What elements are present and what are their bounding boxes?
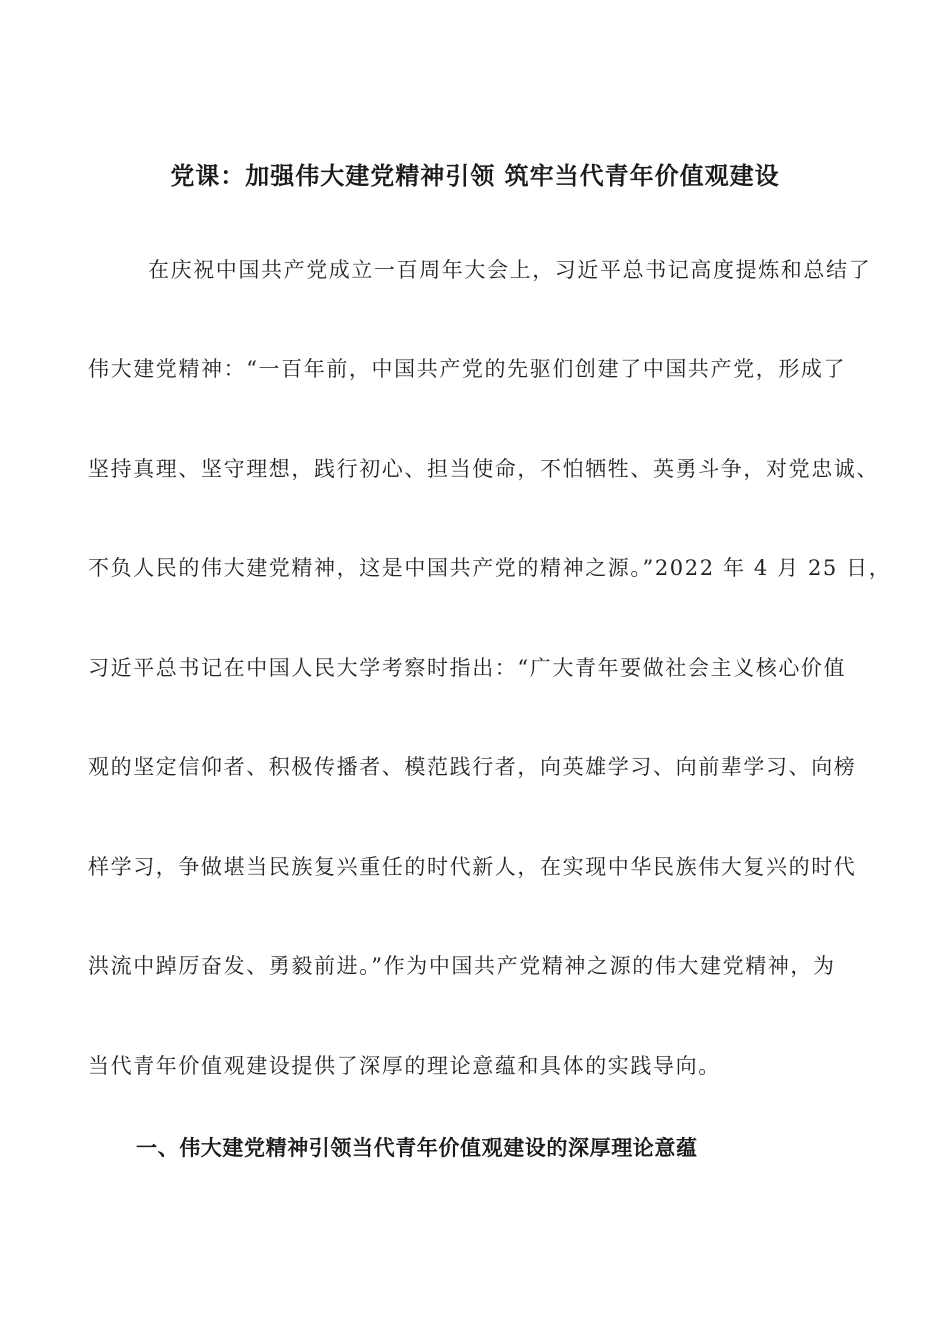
document-title: 党课：加强伟大建党精神引领 筑牢当代青年价值观建设 bbox=[170, 162, 780, 190]
section-heading: 一、伟大建党精神引领当代青年价值观建设的深厚理论意蕴 bbox=[136, 1136, 698, 1160]
paragraph-line-4: 不负人民的伟大建党精神，这是中国共产党的精神之源。”2022 年 4 月 25 日， bbox=[88, 556, 892, 580]
paragraph-line-3: 坚持真理、坚守理想，践行初心、担当使命，不怕牺牲、英勇斗争，对党忠诚、 bbox=[88, 457, 879, 481]
paragraph-line-2: 伟大建党精神：“一百年前，中国共产党的先驱们创建了中国共产党，形成了 bbox=[88, 357, 847, 381]
paragraph-line-1: 在庆祝中国共产党成立一百周年大会上，习近平总书记高度提炼和总结了 bbox=[148, 258, 872, 282]
paragraph-line-8: 洪流中踔厉奋发、勇毅前进。”作为中国共产党精神之源的伟大建党精神，为 bbox=[88, 954, 836, 978]
paragraph-line-9: 当代青年价值观建设提供了深厚的理论意蕴和具体的实践导向。 bbox=[88, 1054, 721, 1078]
paragraph-line-5: 习近平总书记在中国人民大学考察时指出：“广大青年要做社会主义核心价值 bbox=[88, 656, 847, 680]
paragraph-line-7: 样学习，争做堪当民族复兴重任的时代新人，在实现中华民族伟大复兴的时代 bbox=[88, 855, 857, 879]
paragraph-line-6: 观的坚定信仰者、积极传播者、模范践行者，向英雄学习、向前辈学习、向榜 bbox=[88, 755, 857, 779]
